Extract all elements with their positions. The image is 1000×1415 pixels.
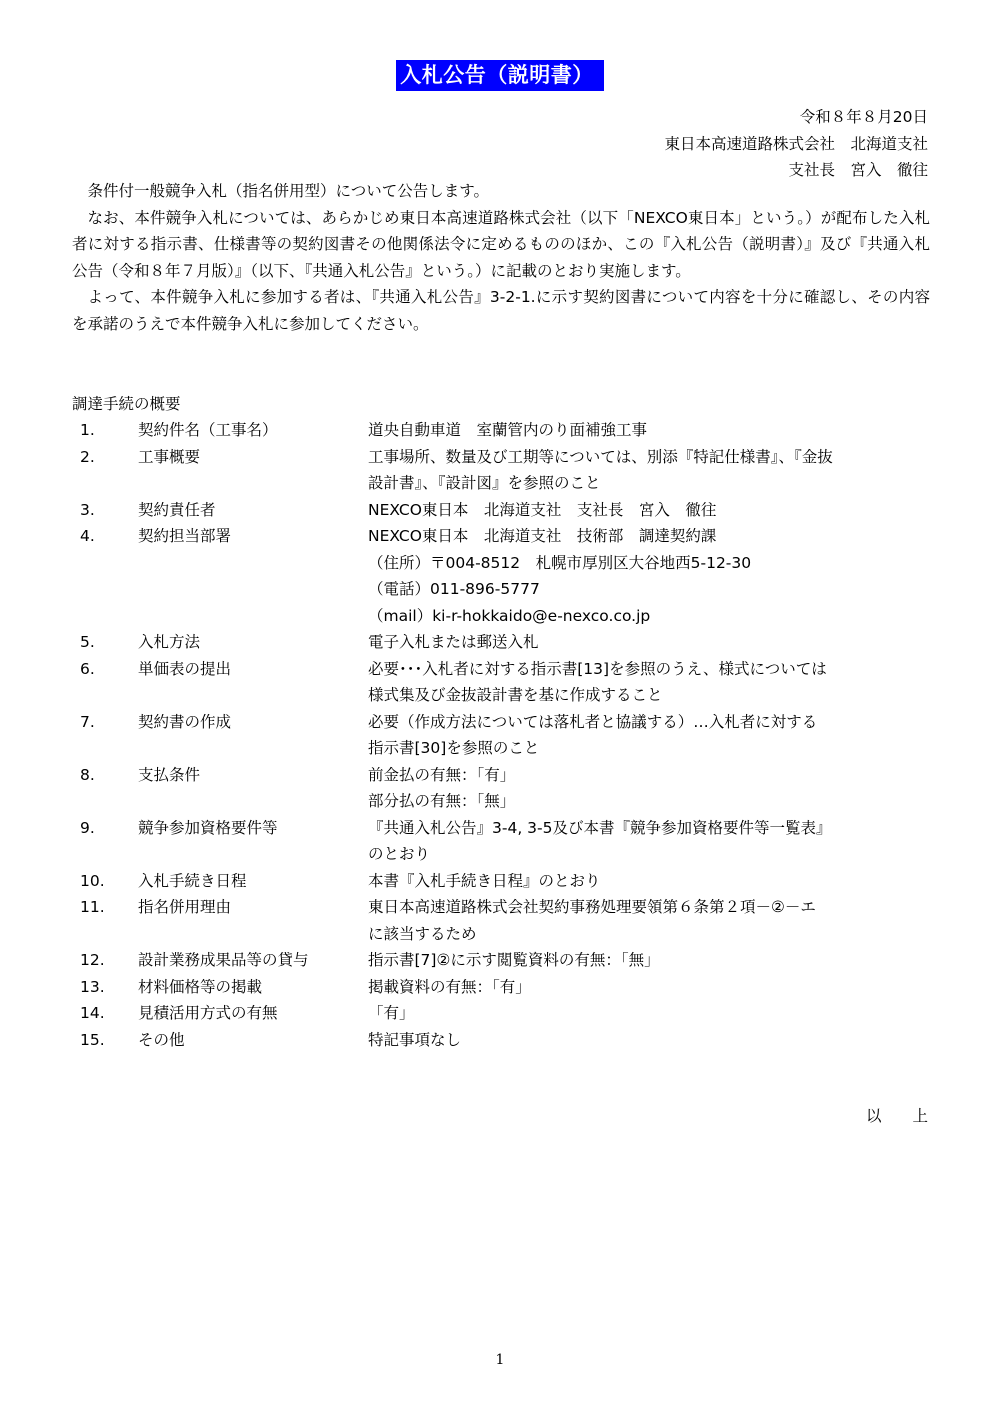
- item-label: 見積活用方式の有無: [138, 1004, 278, 1022]
- list-item: [72, 947, 930, 974]
- item-number: 12.: [80, 951, 105, 969]
- item-number: 6.: [80, 659, 95, 678]
- item-label: 単価表の提出: [138, 659, 232, 678]
- item-value: 工事場所、数量及び工期等については、別添『特記仕様書』、『金抜 設計書』、『設計図』を参照のこと: [368, 447, 833, 492]
- item-value: 『共通入札公告』3-4, 3-5及び本書『競争参加資格要件等一覧表』 のとおり: [368, 818, 832, 863]
- item-number: 3.: [80, 500, 95, 519]
- list-item: [72, 1027, 930, 1054]
- header-block: [664, 104, 928, 184]
- signatory: 支社長 宮入 徹往: [788, 161, 928, 179]
- item-number: 2.: [80, 447, 95, 466]
- list-item: [72, 497, 930, 524]
- paragraph-2: なお、本件競争入札については、あらかじめ東日本高速道路株式会社（以下「NEXCO東日本」という。）が配布した入札者に対する指示書、仕様書等の契約図書その他関係法令に定めるもののほか、この『入札公告（説明書）』及び『共通入札公告（令和８年７月版）』（以下、『共通入札公告』という。）に記載のとおり実施します。: [72, 208, 930, 280]
- item-label: 契約件名（工事名）: [138, 421, 278, 439]
- item-label: 契約書の作成: [138, 712, 232, 731]
- item-value: 特記事項なし: [368, 1030, 462, 1049]
- item-label: 工事概要: [138, 447, 201, 466]
- list-item: [72, 709, 930, 762]
- list-item: [72, 762, 930, 815]
- item-value: NEXCO東日本 北海道支社 支社長 宮入 徹往: [368, 500, 717, 519]
- item-number: 4.: [80, 527, 95, 545]
- item-label: 入札方法: [138, 633, 201, 651]
- item-label: 競争参加資格要件等: [138, 818, 278, 837]
- page-number: 1: [495, 1352, 505, 1368]
- item-number: 13.: [80, 977, 105, 996]
- item-value: NEXCO東日本 北海道支社 技術部 調達契約課 （住所）〒004-8512 札幌市厚別区大谷地西5-12-30 （電話）011-896-5777 （mail）ki-r-hokkaido@e-nexco.co.jp: [368, 527, 752, 625]
- item-value: 掲載資料の有無：「有」: [368, 977, 531, 996]
- paragraph-1: 条件付一般競争入札（指名併用型）について公告します。: [87, 182, 489, 200]
- list-item: [72, 894, 930, 947]
- item-number: 15.: [80, 1030, 105, 1049]
- item-value: 必要（作成方法については落札者と協議する）…入札者に対する 指示書[30]を参照のこと: [368, 712, 818, 757]
- item-label: 設計業務成果品等の貸与: [138, 951, 309, 969]
- item-value: 本書『入札手続き日程』のとおり: [368, 871, 601, 890]
- intro-paragraphs: [72, 178, 930, 337]
- list-item: [72, 974, 930, 1001]
- item-label: 契約担当部署: [138, 527, 232, 545]
- procurement-items-list: [72, 417, 930, 1053]
- item-number: 11.: [80, 898, 105, 916]
- list-item: [72, 444, 930, 497]
- item-number: 14.: [80, 1004, 105, 1022]
- item-label: 入札手続き日程: [138, 871, 247, 890]
- list-item: [72, 523, 930, 629]
- list-item: [72, 868, 930, 895]
- list-item: [72, 1000, 930, 1027]
- item-number: 9.: [80, 818, 95, 837]
- item-label: 指名併用理由: [138, 898, 232, 916]
- item-value: 必要･･･入札者に対する指示書[13]を参照のうえ、様式については 様式集及び金抜設計書を基に作成すること: [368, 659, 827, 704]
- item-number: 10.: [80, 871, 105, 890]
- item-label: その他: [138, 1030, 185, 1049]
- closing-mark: 以 上: [865, 1107, 928, 1125]
- item-value: 前金払の有無：「有」 部分払の有無：「無」: [368, 765, 516, 810]
- list-item: [72, 815, 930, 868]
- list-item: [72, 656, 930, 709]
- item-label: 支払条件: [138, 765, 201, 784]
- item-value: 東日本高速道路株式会社契約事務処理要領第６条第２項－②－エ に該当するため: [368, 898, 816, 943]
- title-wrapper: [0, 60, 1000, 91]
- item-value: 「有」: [368, 1004, 415, 1022]
- item-number: 1.: [80, 421, 95, 439]
- list-item: [72, 417, 930, 444]
- item-value: 道央自動車道 室蘭管内のり面補強工事: [368, 421, 648, 439]
- document-title: 入札公告（説明書）: [396, 60, 604, 91]
- item-number: 5.: [80, 633, 95, 651]
- issuing-organization: 東日本高速道路株式会社 北海道支社: [664, 134, 928, 153]
- item-value: 指示書[7]②に示す閲覧資料の有無：「無」: [368, 951, 660, 969]
- item-number: 7.: [80, 712, 95, 731]
- list-item: [72, 629, 930, 656]
- issue-date: 令和８年８月20日: [799, 108, 928, 126]
- item-number: 8.: [80, 765, 95, 784]
- item-value: 電子入札または郵送入札: [368, 633, 539, 651]
- section-heading: 調達手続の概要: [72, 395, 181, 413]
- item-label: 材料価格等の掲載: [138, 977, 263, 996]
- paragraph-3: よって、本件競争入札に参加する者は、『共通入札公告』3-2-1.に示す契約図書について内容を十分に確認し、その内容を承諾のうえで本件競争入札に参加してください。: [72, 288, 930, 333]
- item-label: 契約責任者: [138, 500, 216, 519]
